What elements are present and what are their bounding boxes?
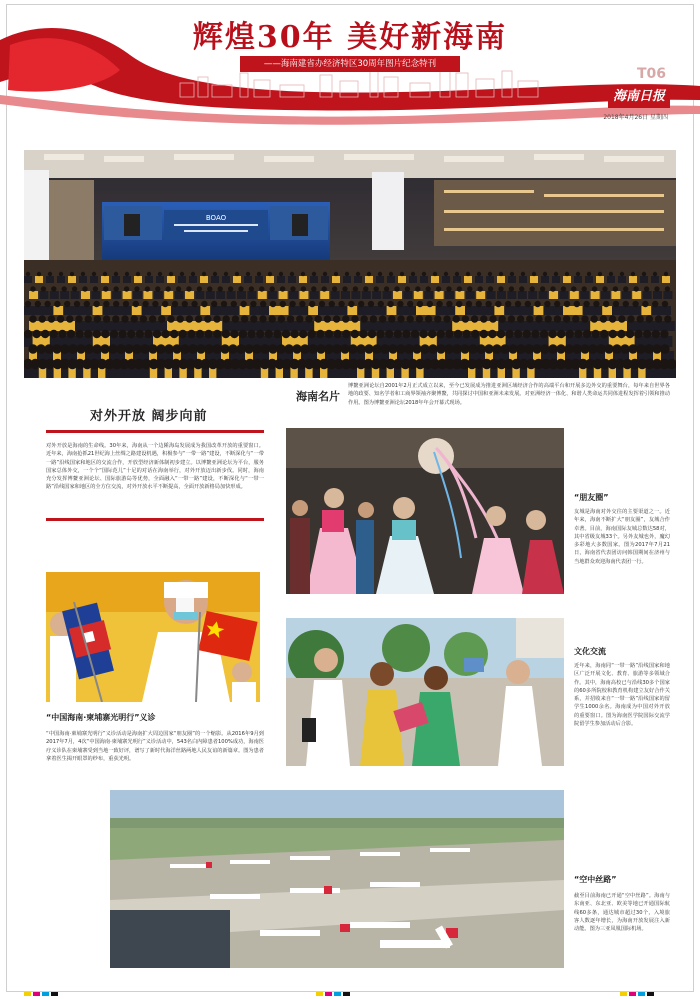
guangming-title: “中国海南·柬埔寨光明行”义诊 — [46, 713, 156, 722]
screen-logo: BOAO — [205, 214, 227, 222]
eye-clinic-photo — [46, 572, 260, 702]
silkroad-title: “空中丝路” — [574, 875, 617, 884]
friends-title: “朋友圈” — [574, 493, 609, 502]
section-title-open: 对外开放 阔步向前 — [90, 409, 208, 424]
page-number: T06 — [636, 66, 666, 82]
culture-body: 近年来，海南同“一带一路”沿线国家和地区广泛开展文化、教育、旅游等多领域合作。其中，海南高校已与沿线30多个国家的60多所院校和教育机构建立友好合作关系，并招收来自“一带一路”沿线国家的留学生1000余名。海南成为中国对外开放的重要窗口。图为海南医学院国际交流学院留学生参加活动后合影。 — [574, 663, 670, 728]
friends-circle-photo — [286, 428, 564, 594]
registration-marks-center — [316, 992, 350, 996]
page-subheadline: ——海南建省办经济特区30周年图片纪念特刊 — [240, 56, 460, 72]
registration-mark — [647, 992, 654, 996]
registration-marks-left — [24, 992, 58, 996]
page-header — [0, 0, 700, 135]
registration-marks-right — [620, 992, 654, 996]
airport-apron-photo — [110, 790, 564, 968]
registration-mark — [42, 992, 49, 996]
registration-mark — [325, 992, 332, 996]
registration-mark — [343, 992, 350, 996]
guangming-body: “中国海南·柬埔寨光明行”义诊活动是海南扩大周边国家“朋友圈”的一个缩影。从2016年9月到2017年7月，4次“中国海南·柬埔寨光明行”义诊活动中，543名白内障患者100%成功，海南医疗义诊队在柬埔寨受到当地一致好评，谱写了新时代海洋丝路两地人民友谊的新篇章。图为患者拿着医生揭开眼罩的纱布，重获光明。 — [46, 731, 264, 762]
registration-mark — [638, 992, 645, 996]
registration-mark — [24, 992, 31, 996]
registration-mark — [620, 992, 627, 996]
registration-mark — [334, 992, 341, 996]
friends-body: 友城是海南对外交往的主要渠道之一。近年来，海南不断扩大“朋友圈”，友城合作卓著。目前，海南国际友城总数达58对，其中省级友城33个。另外友城也外，魔幻多彩地大多数国家。图为2017年7月21日，海南省代表团访问韩国期间在济州与当地群众欢迎海南代表团一行。 — [574, 509, 670, 565]
registration-mark — [629, 992, 636, 996]
section-top-rule — [46, 430, 264, 433]
registration-mark — [33, 992, 40, 996]
cultural-exchange-photo — [286, 618, 564, 766]
registration-mark — [316, 992, 323, 996]
section-bottom-rule — [46, 518, 264, 521]
page-headline: 辉煌30年 美好新海南 — [192, 20, 508, 55]
culture-title: 文化交流 — [574, 647, 606, 656]
issue-date: 2018年4月26日 星期四 — [603, 114, 668, 121]
top-photo-caption: 博鳌亚洲论坛自2001年2月正式成立以来，至今已发展成为推进亚洲区域经济合作的高端平台和开展多边外交的重要舞台，每年来自世界各地的政要、知名学者和工商界领袖齐聚博鳌，共同探讨中国和亚洲未来发展。对亚洲经济一体化、和谐人类命运共同体进程发挥着引领和推动作用。图为博鳌亚洲论坛2018年年会开幕式现场。 — [348, 383, 670, 406]
silkroad-body: 截至目前海南已开通“空中丝路”。海南与东南亚、东北亚、欧美等地已开通国际航线60多条，通达城市超过30个，入境旅客人数逐年增长，为海南开放发展注入新动能。图为三亚凤凰国际机场。 — [574, 893, 670, 933]
newspaper-masthead: 海南日报 — [608, 86, 670, 108]
section-open-body: 对外开放是海南的生命线。30年来，海南从一个边陲海岛发展成为我国改革开放的重要窗口。近年来，海南抢抓21世纪海上丝绸之路建设机遇，积极参与“一带一路”建设，不断深化与“一带一路”沿线国家和地区的交流合作，开放型经济新体制初步建立。以博鳌亚洲论坛为平台，服务国家总体外交，一个个“国际范儿”十足的对话在海南举行，对外开放迈出新步伐。同时，海南充分发挥博鳌亚洲论坛、国际旅游岛等优势，全面融入“一带一路”建设，不断深化与“一带一路”沿线国家和地区的全方位交流，对外开放水平不断提高，全面开放新格局加快形成。 — [46, 443, 264, 491]
top-photo-tag: 海南名片 — [296, 390, 340, 403]
forum-hall-photo — [24, 150, 676, 378]
registration-mark — [51, 992, 58, 996]
